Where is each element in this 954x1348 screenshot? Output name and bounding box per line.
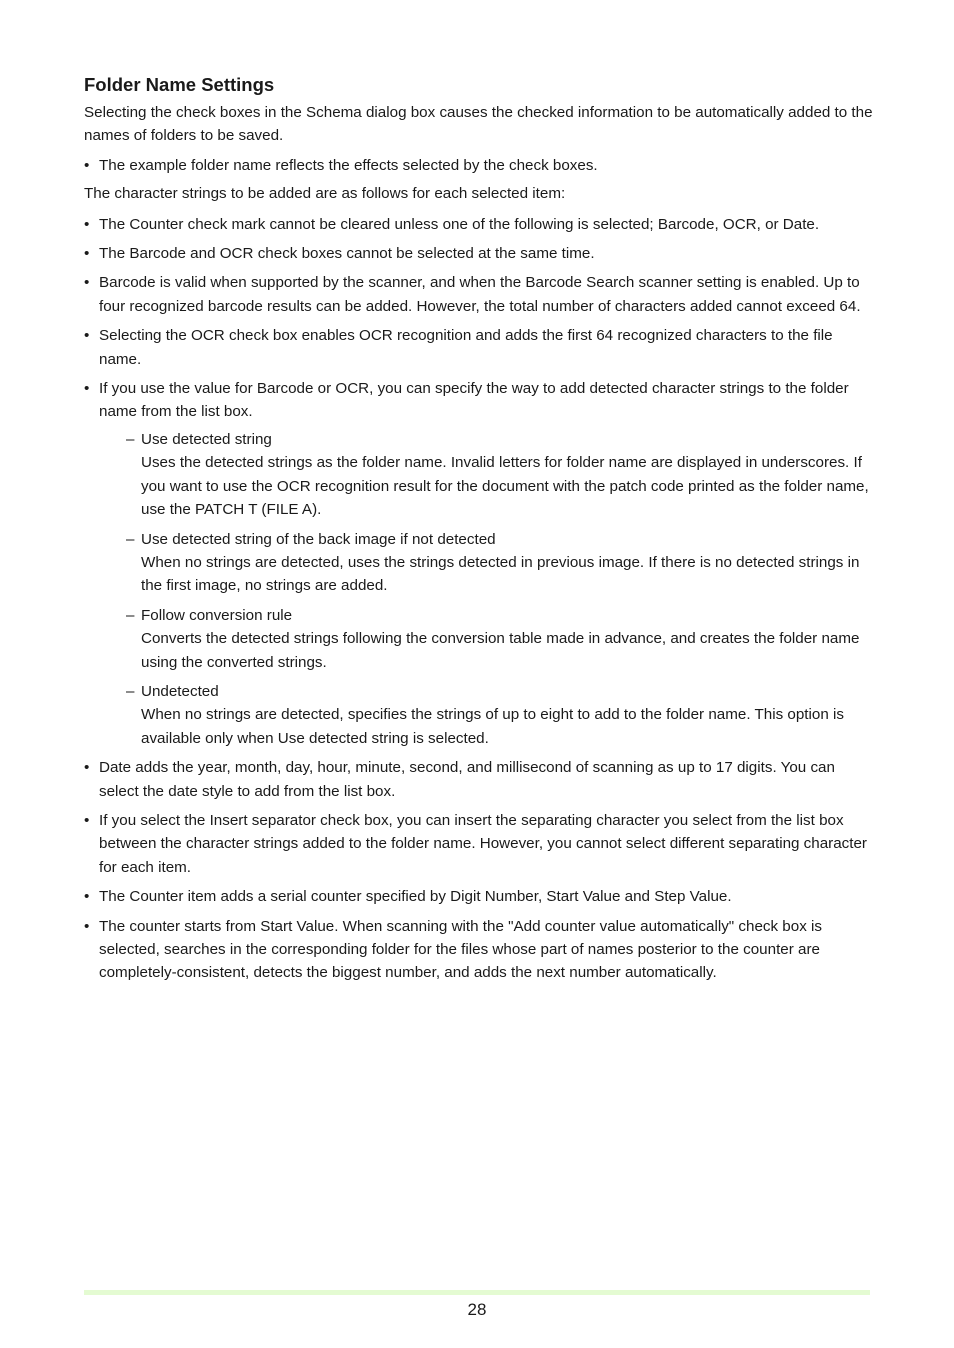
intro-paragraph: Selecting the check boxes in the Schema dialog box causes the checked information to be automatically added to the names of folders to be saved. — [84, 104, 873, 145]
option-title: – Follow conversion rule — [141, 606, 293, 624]
note-list — [84, 154, 874, 177]
option-description: When no strings are detected, specifies the strings of up to eight to add to the folder name. This option is available only when Use detected string is selected. — [141, 706, 844, 747]
list-item: • The counter starts from Start Value. When scanning with the "Add counter value automatically" check box is selected, searches in the corresponding folder for the files whose part of names posterior to the counter are completely-consistent, detects the biggest number, and adds the next number automatically. — [84, 915, 874, 985]
list-item: • If you select the Insert separator check box, you can insert the separating character you select from the list box between the character strings added to the folder name. However, you cannot select different separating character for each item. — [84, 809, 874, 879]
option-description: When no strings are detected, uses the strings detected in previous image. If there is no detected strings in the first image, no strings are added. — [141, 553, 860, 595]
document-body — [84, 101, 874, 991]
list-item: • The Barcode and OCR check boxes cannot be selected at the same time. — [84, 242, 874, 265]
list-item-with-options — [84, 377, 874, 750]
note-item: • The example folder name reflects the effects selected by the check boxes. — [84, 154, 874, 177]
rules-list — [84, 213, 874, 985]
list-item: • Selecting the OCR check box enables OCR recognition and adds the first 64 recognized characters to the file name. — [84, 324, 874, 371]
list-item: • Barcode is valid when supported by the scanner, and when the Barcode Search scanner setting is enabled. Up to four recognized barcode results can be added. However, the total number of characters added cannot exceed 64. — [84, 271, 874, 318]
page-number: 28 — [467, 1300, 487, 1319]
list-item-text: If you use the value for Barcode or OCR, you can specify the way to add detected character strings to the folder name from the list box. — [99, 380, 849, 421]
option-item — [99, 428, 874, 522]
option-item — [99, 604, 874, 674]
option-list — [99, 428, 874, 750]
list-item: • The Counter check mark cannot be cleared unless one of the following is selected; Barcode, OCR, or Date. — [84, 213, 874, 236]
option-item — [99, 680, 874, 750]
option-description: Uses the detected strings as the folder name. Invalid letters for folder name are displayed in underscores. If you want to use the OCR recognition result for the document with the patch code printed as the folder name, use the PATCH T (FILE A). — [141, 454, 869, 519]
option-item — [99, 528, 874, 598]
list-item: • Date adds the year, month, day, hour, minute, second, and millisecond of scanning as up to 17 digits. You can select the date style to add from the list box. — [84, 756, 874, 803]
option-title: – Use detected string of the back image if not detected — [141, 530, 496, 548]
lead-paragraph: The character strings to be added are as follows for each selected item: — [84, 185, 566, 203]
footer-divider — [84, 1290, 870, 1295]
list-item: • The Counter item adds a serial counter specified by Digit Number, Start Value and Step Value. — [84, 885, 874, 908]
option-title: – Use detected string — [141, 430, 272, 448]
option-description: Converts the detected strings following the conversion table made in advance, and creates the folder name using the converted strings. — [141, 630, 860, 671]
page-title: Folder Name Settings — [84, 74, 275, 95]
option-title: – Undetected — [141, 682, 219, 700]
